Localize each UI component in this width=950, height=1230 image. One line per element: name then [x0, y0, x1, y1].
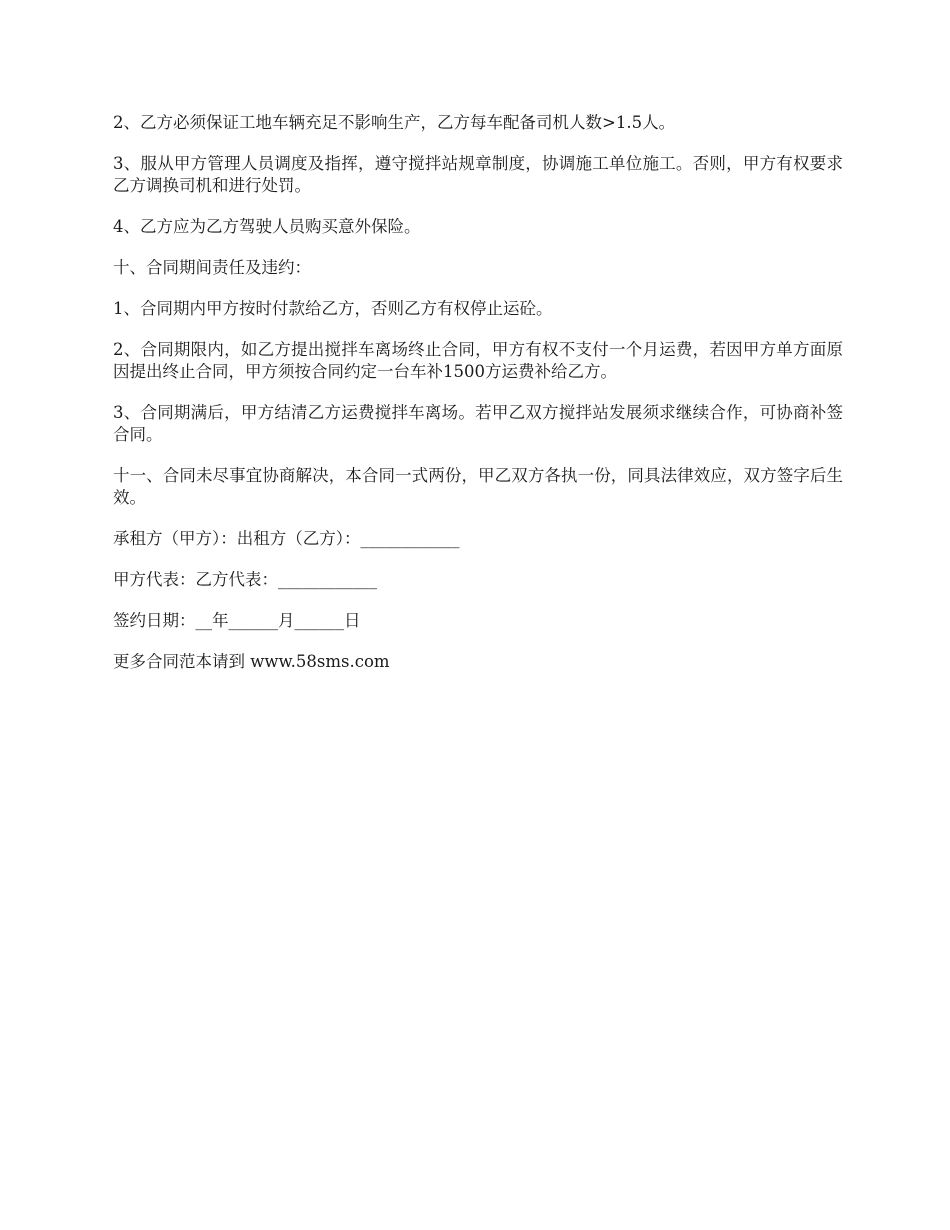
- clause-2-vehicles: 2、乙方必须保证工地车辆充足不影响生产，乙方每车配备司机人数>1.5人。: [113, 113, 676, 132]
- clause-4-insurance: 4、乙方应为乙方驾驶人员购买意外保险。: [113, 217, 421, 236]
- signature-parties-line: 承租方（甲方）：出租方（乙方）：____________: [113, 529, 460, 548]
- section-10-clause-2: 2、合同期限内，如乙方提出搅拌车离场终止合同，甲方有权不支付一个月运费，若因甲方单方面原因提出终止合同，甲方须按合同约定一台车补1500方运费补给乙方。: [113, 340, 843, 381]
- footer-more-templates: 更多合同范本请到 www.58sms.com: [113, 652, 390, 671]
- section-10-clause-3: 3、合同期满后，甲方结清乙方运费搅拌车离场。若甲乙双方搅拌站发展须求继续合作，可协商补签合同。: [113, 403, 843, 444]
- signature-representatives-line: 甲方代表：乙方代表：____________: [113, 570, 377, 589]
- signing-date-line: 签约日期：__年______月______日: [113, 611, 361, 630]
- section-11: 十一、合同未尽事宜协商解决，本合同一式两份，甲乙双方各执一份，同具法律效应，双方签字后生效。: [113, 466, 843, 507]
- section-10-clause-1: 1、合同期内甲方按时付款给乙方，否则乙方有权停止运砼。: [113, 299, 553, 318]
- clause-3-management: 3、服从甲方管理人员调度及指挥，遵守搅拌站规章制度，协调施工单位施工。否则，甲方有权要求乙方调换司机和进行处罚。: [113, 154, 843, 195]
- document-body: [113, 112, 843, 692]
- section-10-heading: 十、合同期间责任及违约：: [113, 258, 311, 277]
